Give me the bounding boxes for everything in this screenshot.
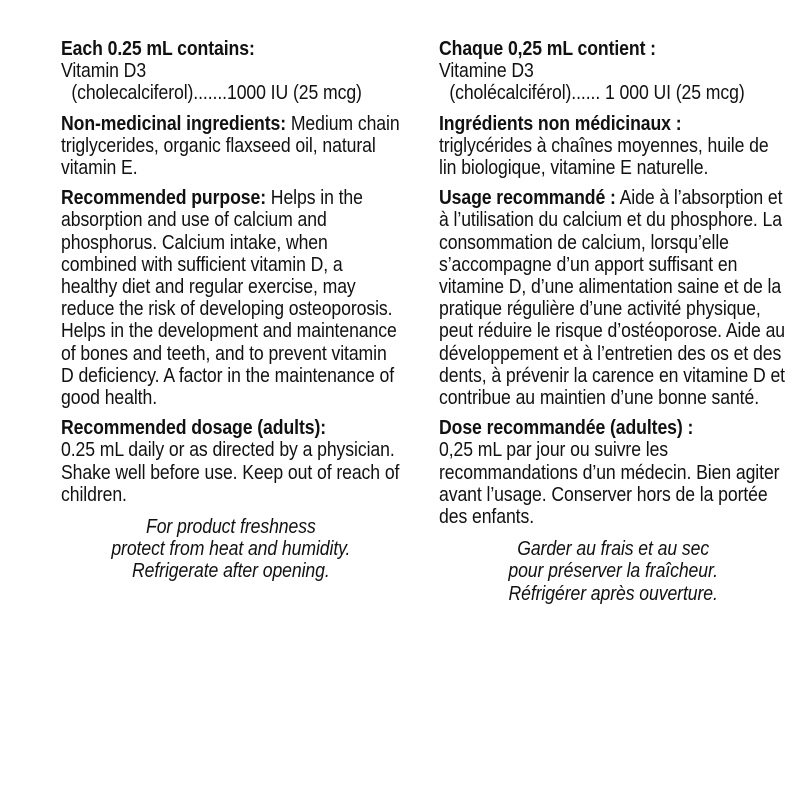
storage-line-1-fr: Garder au frais et au sec (517, 537, 710, 561)
purpose-text: Helps in the absorption and use of calcium and phosphorus. Calcium intake, when combined with sufficient vitamin D, a healthy diet and regular exercise, may reduce the risk of developing osteoporosis. Helps in the development and maintenance of bones and teeth, and to prevent vitamin D deficiency. A factor in the maintenance of good health. (61, 186, 397, 410)
purpose-section (61, 187, 401, 409)
storage-note-fr (439, 538, 787, 605)
dosage-text: 0.25 mL daily or as directed by a physician. Shake well before use. Keep out of reach of children. (61, 438, 400, 506)
ingredient-name-fr: Vitamine D3 (439, 59, 534, 83)
dosage-section-fr (439, 417, 787, 528)
purpose-heading-fr: Usage recommandé : (439, 186, 616, 210)
purpose-heading: Recommended purpose: (61, 186, 266, 210)
contents-heading-fr: Chaque 0,25 mL contient : (439, 37, 656, 60)
non-medicinal-paragraph (61, 113, 401, 180)
dosage-section (61, 417, 401, 506)
french-column (439, 38, 787, 605)
ingredient-amount: (cholecalciferol).......1000 IU (25 mcg) (71, 81, 362, 105)
non-medicinal-text: Medium chain triglycerides, organic flaxseed oil, natural vitamin E. (61, 111, 400, 180)
storage-line-3-fr: Réfrigérer après ouverture. (508, 581, 718, 605)
storage-line-1: For product freshness (146, 515, 316, 539)
dosage-text-fr: 0,25 mL par jour ou suivre les recommandations d’un médecin. Bien agiter avant l’usage. Conserver hors de la portée des enfants. (439, 438, 780, 529)
dosage-heading-fr: Dose recommandée (adultes) : (439, 416, 694, 440)
storage-line-2: protect from heat and humidity. (111, 537, 351, 561)
purpose-section-fr (439, 187, 787, 409)
ingredient-name: Vitamin D3 (61, 59, 147, 83)
purpose-paragraph-fr (439, 187, 787, 409)
dosage-heading: Recommended dosage (adults): (61, 416, 327, 440)
non-medicinal-heading-fr: Ingrédients non médicinaux : (439, 111, 682, 135)
non-medicinal-section (61, 113, 401, 180)
ingredient-amount-fr: (cholécalciférol)...... 1 000 UI (25 mcg) (449, 81, 745, 105)
storage-line-3: Refrigerate after opening. (131, 559, 330, 583)
non-medicinal-text-fr: triglycérides à chaînes moyennes, huile de lin biologique, vitamine E naturelle. (439, 133, 769, 180)
storage-note (61, 516, 401, 583)
non-medicinal-section-fr (439, 113, 787, 180)
purpose-text-fr: Aide à l’absorption et à l’utilisation du calcium et du phosphore. La consommation de calcium, lorsqu’elle s’accompagne d’un apport suffisant en vitamine D, d’une alimentation saine et de la pratique régulière d’une activité physique, peut réduire le risque d’ostéoporose. Aide au développement et à l’entretien des os et des dents, à prévenir la carence en vitamine D et contribue au maintien d’une bonne santé. (439, 186, 786, 410)
english-column (61, 38, 401, 583)
storage-line-2-fr: pour préserver la fraîcheur. (508, 559, 718, 583)
non-medicinal-heading: Non-medicinal ingredients: (61, 111, 287, 135)
contents-section (61, 38, 401, 105)
purpose-paragraph (61, 187, 401, 409)
contents-section-fr (439, 38, 787, 105)
contents-heading: Each 0.25 mL contains: (61, 37, 255, 60)
